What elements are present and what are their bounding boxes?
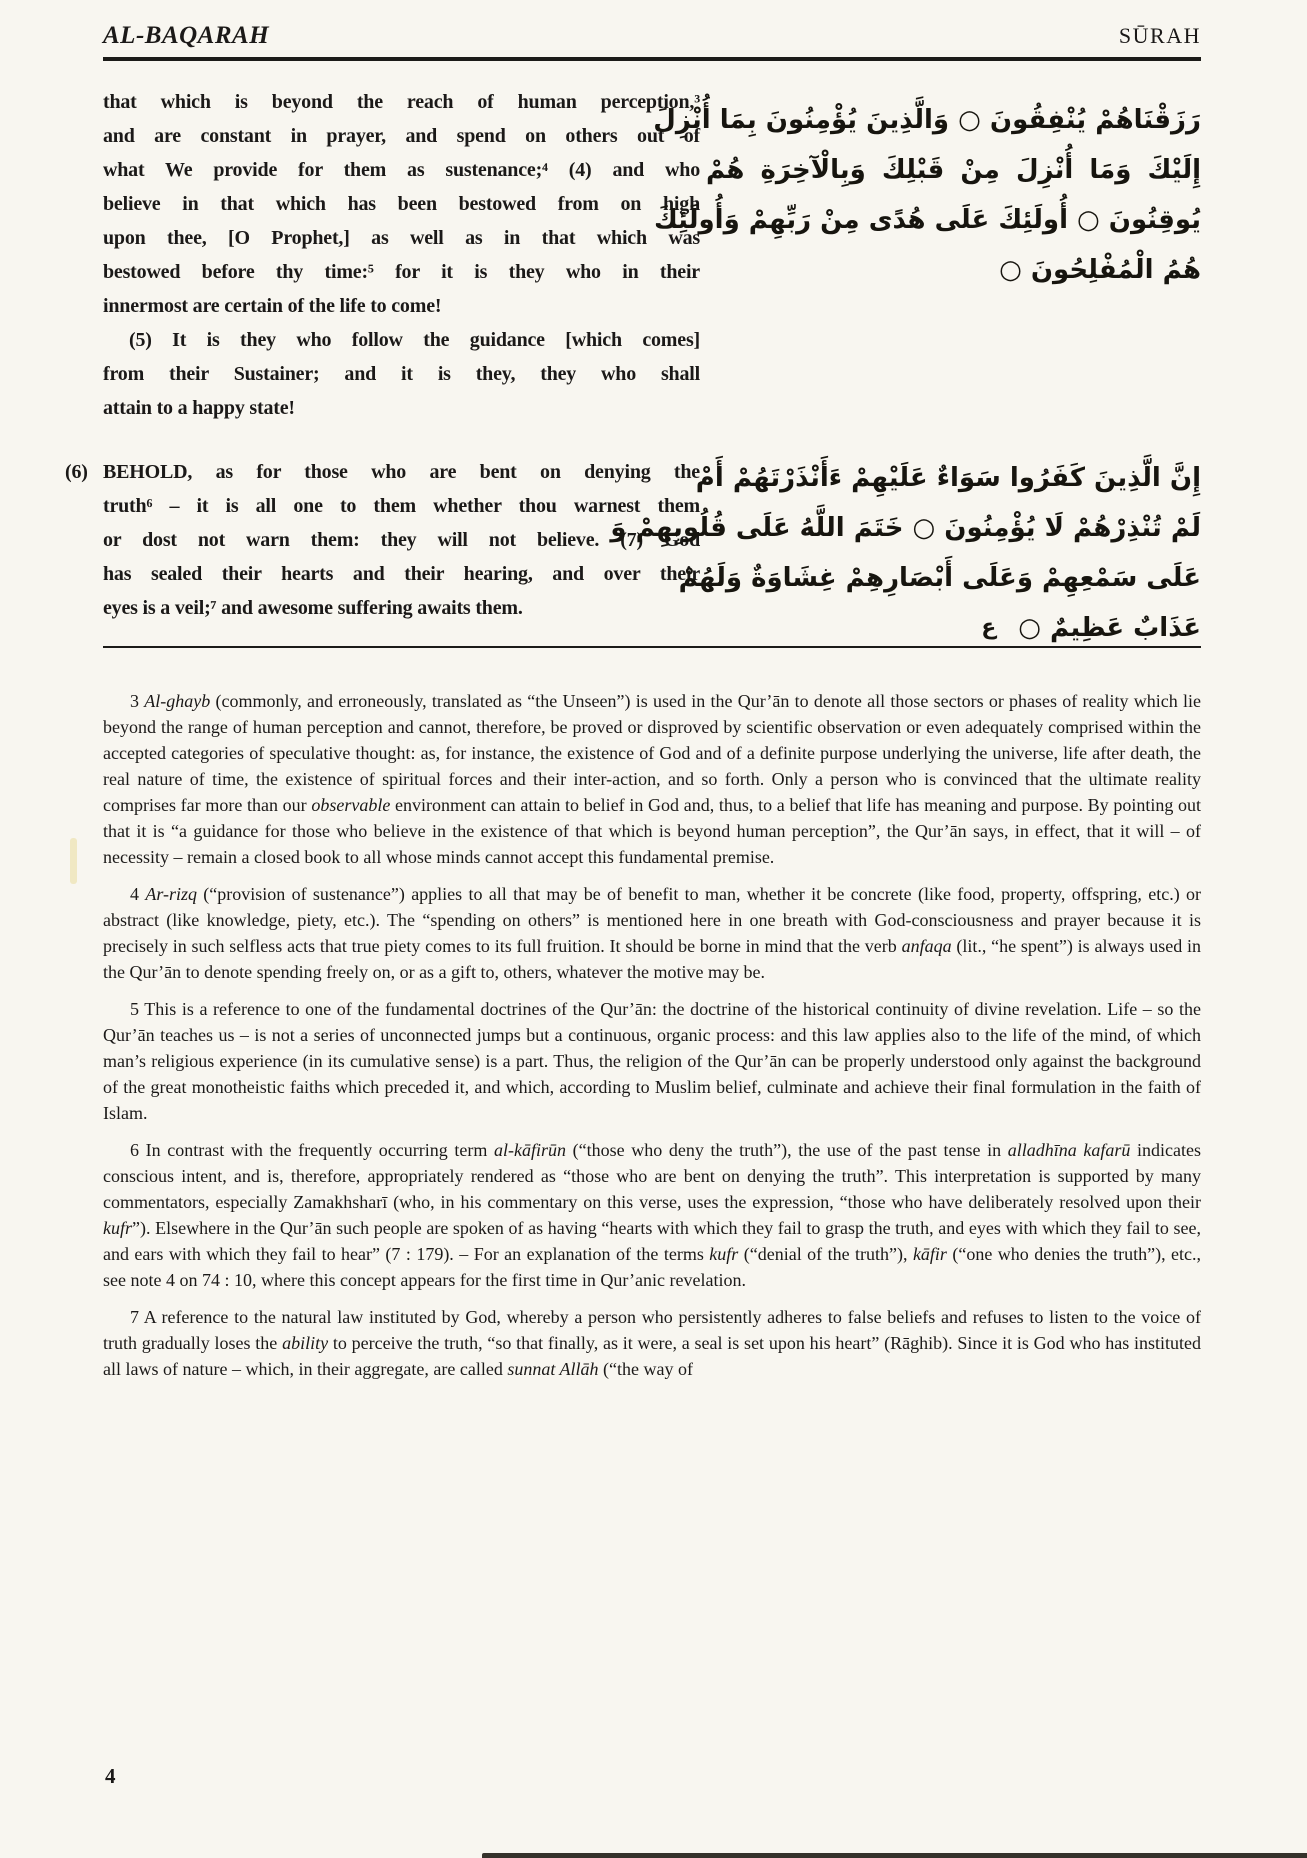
footnote-text-segment: 4 (130, 884, 146, 904)
footnote-text-segment: ability (282, 1333, 329, 1353)
translation-line: upon thee, [O Prophet,] as well as in that which was (103, 227, 700, 249)
footnote-text-segment: (“denial of the truth”), (738, 1244, 913, 1264)
translation-line: BEHOLD, as for those who are bent on denying the (103, 461, 700, 483)
page-content (65, 22, 1202, 1393)
footnote-text-segment: anfaqa (901, 936, 952, 956)
arabic-last-line-row (706, 603, 1201, 653)
translation-line: from their Sustainer; and it is they, they who shall (103, 363, 700, 385)
footnote-text-segment: observable (311, 795, 391, 815)
footnote-5 (103, 996, 1201, 1126)
footnote-text-segment: indicates conscious intent, and is, therefore, appropriately rendered as “those who are bent on denying the truth”. This interpretation is supported by many commentators, especially Zamakhsharī (who, in his commentary on this verse, uses the expression, “those who have deliberately resolved upon their (103, 1140, 1201, 1212)
footnote-text-segment: kāfir (912, 1244, 947, 1264)
footnote-text-segment: (“provision of sustenance”) applies to all that may be of benefit to man, whether it be concrete (like food, property, offspring, etc.) or abstract (like knowledge, piety, etc.). The “spending on others” is mentioned here in one breath with God-consciousness and prayer because it is precisely in such selfless acts that true piety comes to its full fruition. It should be borne in mind that the verb (103, 884, 1201, 956)
arabic-line: لَمْ تُنْذِرْهُمْ لَا يُؤْمِنُونَ ○ خَتَمَ اللَّهُ عَلَى قُلُوبِهِمْ وَ (610, 513, 1201, 543)
translation-line: (5) It is they who follow the guidance [which comes] (129, 329, 700, 351)
arabic-line: يُوقِنُونَ ○ أُولَئِكَ عَلَى هُدًى مِنْ رَبِّهِمْ وَأُولَئِكَ (653, 205, 1201, 235)
footnote-text-segment: sunnat Allāh (507, 1359, 599, 1379)
footnote-6 (103, 1137, 1201, 1293)
arabic-line: إِلَيْكَ وَمَا أُنْزِلَ مِنْ قَبْلِكَ وَبِالْآخِرَةِ هُمْ (706, 155, 1201, 185)
footnote-text-segment: 6 In contrast with the frequently occurring term (130, 1140, 495, 1160)
footnote-text-segment: kufr (709, 1244, 739, 1264)
arabic-line: هُمُ الْمُفْلِحُونَ ○ (999, 255, 1201, 285)
footnote-text-segment: (commonly, and erroneously, translated as “the Unseen”) is used in the Qur’ān to denote all those sectors or phases of reality which lie beyond the range of human perception and cannot, therefore, be proved or disproved by scientific observation or even adequately comprised within the accepted categories of speculative thought: as, for instance, the existence of God and of a definite purpose underlying the universe, life after death, the real nature of time, the existence of spiritual forces and their inter-action, and so forth. Only a person who is convinced that the ultimate reality comprises far more than our (103, 691, 1201, 815)
footnote-text-segment: Ar-rizq (145, 884, 197, 904)
ruku-marker: ع (981, 615, 997, 640)
footnote-text-segment: (“the way of (598, 1359, 693, 1379)
verse-number-marker: (6) (65, 461, 88, 483)
footnote-4 (103, 881, 1201, 985)
arabic-line: عَذَابٌ عَظِيمٌ ○ (1018, 613, 1201, 643)
translation-line: that which is beyond the reach of human perception,³ (103, 91, 700, 113)
translation-line: and are constant in prayer, and spend on others out of (103, 125, 700, 147)
surah-label-header: SŪRAH (1118, 23, 1201, 48)
arabic-verse-block (653, 95, 1201, 295)
footnote-text-segment: (“those who deny the truth”), the use of the past tense in (566, 1140, 1008, 1160)
translation-line: bestowed before thy time:⁵ for it is they who in their (103, 261, 700, 283)
footnote-text-segment: environment can attain to belief in God and, thus, to a belief that life has meaning and purpose. By pointing out that it is “a guidance for those who believe in the existence of that which is beyond human perception”, the Qur’ān says, in effect, that it will – of necessity – remain a closed book to all whose minds cannot accept this fundamental premise. (103, 795, 1202, 867)
page-number: 4 (105, 1764, 116, 1788)
translation-line: or dost not warn them: they will not believe. (7) God (103, 529, 700, 551)
translation-line: believe in that which has been bestowed from on high (103, 193, 700, 215)
arabic-verse-block (610, 453, 1201, 653)
page-header (103, 22, 1201, 50)
translation-line: innermost are certain of the life to come! (103, 295, 442, 317)
verse-section (65, 85, 1201, 643)
footnote-7 (103, 1304, 1201, 1382)
footnote-3 (103, 688, 1201, 870)
arabic-line: إِنَّ الَّذِينَ كَفَرُوا سَوَاءٌ عَلَيْهِمْ ءَأَنْذَرْتَهُمْ أَمْ (695, 463, 1201, 493)
footnote-text-segment: 5 This is a reference to one of the fundamental doctrines of the Qur’ān: the doctrine of the historical continuity of divine revelation. Life – so the Qur’ān teaches us – is not a series of unconnected jumps but a continuous, organic process: and this law applies also to the life of the mind, of which man’s religious experience (in its cumulative sense) is a part. Thus, the religion of the Qur’ān can be properly understood only against the background of the great monotheistic faiths which preceded it, and which, according to Muslim belief, culminate and achieve their final formulation in the faith of Islam. (103, 999, 1201, 1123)
footnote-text-segment: Al-ghayb (144, 691, 211, 711)
footnote-text-segment: (lit., “he spent”) is always used in the Qur’ān to denote spending freely on, or as a gift to, others, whatever the motive may be. (103, 936, 1201, 982)
footnotes-section (103, 688, 1201, 1382)
header-rule (103, 57, 1201, 61)
translation-paragraph (103, 323, 700, 425)
footnote-text-segment: kufr (103, 1218, 132, 1238)
footnote-text-segment: alladhīna kafarū (1007, 1140, 1131, 1160)
translation-paragraph (103, 85, 700, 323)
footnote-text-segment: 3 (130, 691, 145, 711)
footnote-text-segment: ”). Elsewhere in the Qur’ān such people are spoken of as having “hearts with which they fail to grasp the truth, and eyes with which they fail to see, and ears with which they fail to hear” (7 : 179). – For an explanation of the terms (103, 1218, 1201, 1264)
arabic-column (610, 95, 1201, 653)
footnote-text-segment: to perceive the truth, “so that finally, as it were, a seal is set upon his heart” (Rāghib). Since it is God who has instituted all laws of nature – which, in their aggregate, are called (103, 1333, 1201, 1379)
arabic-line: رَزَقْنَاهُمْ يُنْفِقُونَ ○ وَالَّذِينَ يُؤْمِنُونَ بِمَا أُنْزِلَ (653, 105, 1201, 135)
translation-line: attain to a happy state! (103, 397, 295, 419)
translation-line: what We provide for them as sustenance;⁴ (4) and who (103, 159, 700, 181)
footnote-text-segment: 7 A reference to the natural law instituted by God, whereby a person who persistently adheres to false beliefs and refuses to listen to the voice of truth gradually loses the (103, 1307, 1201, 1353)
footnote-text-segment: al-kāfirūn (494, 1140, 567, 1160)
translation-line: eyes is a veil;⁷ and awesome suffering awaits them. (103, 597, 523, 619)
surah-name-header: AL-BAQARAH (103, 22, 270, 49)
arabic-line: عَلَى سَمْعِهِمْ وَعَلَى أَبْصَارِهِمْ غِشَاوَةٌ وَلَهُمْ (678, 563, 1201, 593)
translation-line: has sealed their hearts and their hearing, and over their (103, 563, 700, 585)
scan-highlight-artifact (70, 838, 77, 884)
scan-edge-artifact (482, 1853, 1307, 1858)
translation-line: truth⁶ – it is all one to them whether thou warnest them (103, 495, 700, 517)
footnote-text-segment: (“one who denies the truth”), etc., see note 4 on 74 : 10, where this concept appears for the first time in Qur’anic revelation. (103, 1244, 1201, 1290)
